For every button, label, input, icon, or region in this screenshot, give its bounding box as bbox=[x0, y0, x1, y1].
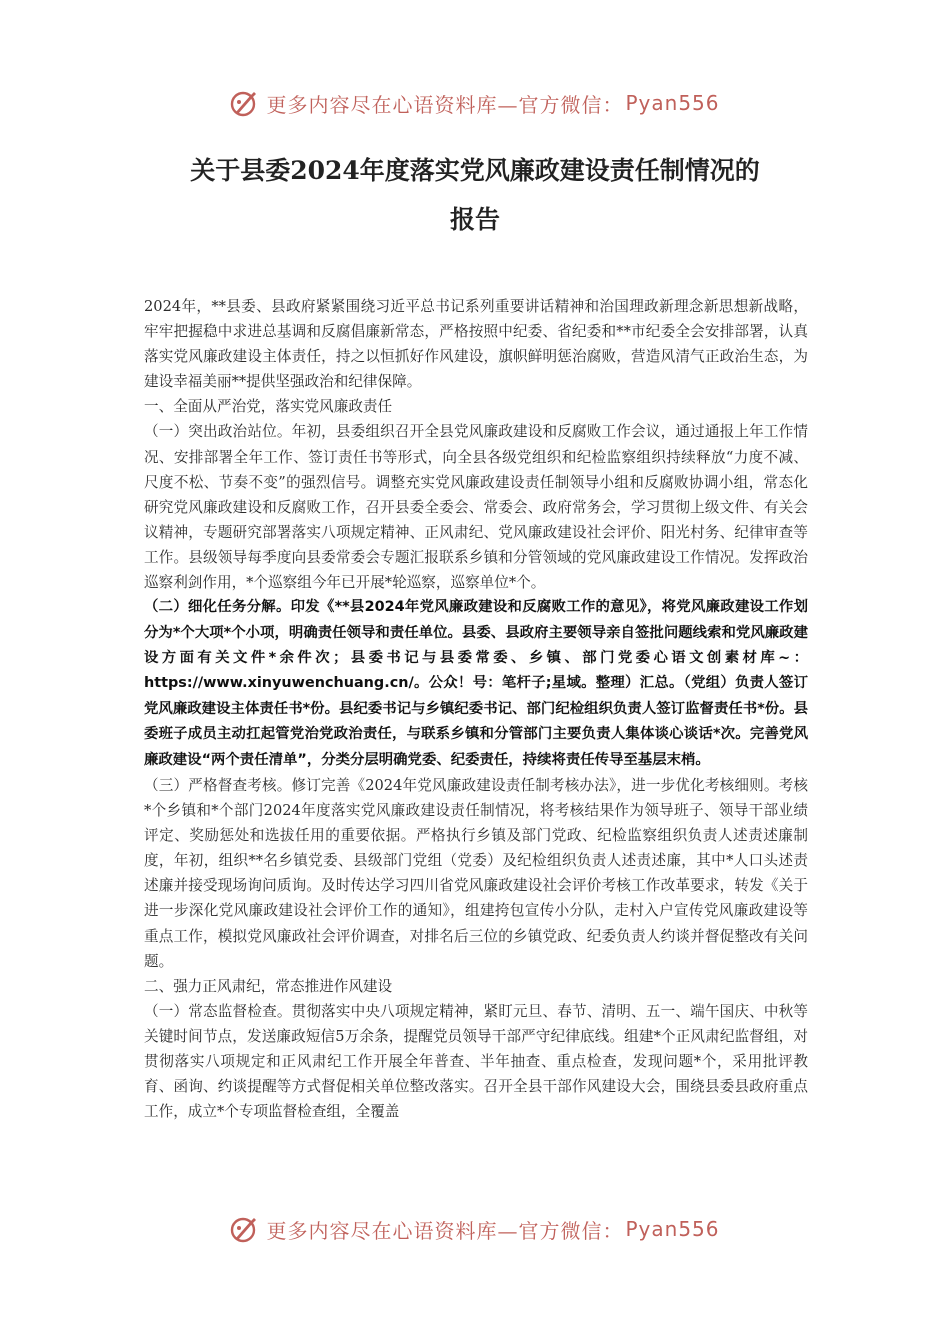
paragraph-1-2: （二）细化任务分解。印发《**县2024年党风廉政建设和反腐败工作的意见》，将党风廉政建设工作划分为*个大项*个小项，明确责任领导和责任单位。县委、县政府主要领导亲自签批问题线索和党风廉政建设方面有关文件*余件次；县委书记与县委常委、乡镇、部门党委心语文创素材库~：https://www.xinyuwenchuang.cn/。公众！号：笔杆子;星域。整理）汇总。（党组）负责人签订党风廉政建设主体责任书*份。县纪委书记与乡镇纪委书记、部门纪检组织负责人签订监督责任书*份。县委班子成员主动扛起管党治党政治责任，与联系乡镇和分管部门主要负责人集体谈心谈话*次。完善党风廉政建设“两个责任清单”，分类分层明确党委、纪委责任，持续将责任传导至基层末梢。 bbox=[144, 599, 808, 768]
title-line-1: 关于县委2024年度落实党风廉政建设责任制情况的 bbox=[190, 156, 760, 185]
banner-text: 更多内容尽在心语资料库—官方微信： bbox=[266, 1218, 624, 1243]
paragraph-1-3: （三）严格督查考核。修订完善《2024年党风廉政建设责任制考核办法》，进一步优化考核细则。考核*个乡镇和*个部门2024年度落实党风廉政建设责任制情况，将考核结果作为领导班子、领导干部业绩评定、奖励惩处和选拔任用的重要依据。严格执行乡镇及部门党政、纪检监察组织负责人述责述廉制度，年初，组织**名乡镇党委、县级部门党组（党委）及纪检组织负责人述责述廉，其中*人口头述责述廉并接受现场询问质询。及时传达学习四川省党风廉政建设社会评价考核工作改革要求，转发《关于进一步深化党风廉政建设社会评价工作的通知》，组建挎包宣传小分队，走村入户宣传党风廉政建设等重点工作，模拟党风廉政社会评价调查，对排名后三位的乡镇党政、纪委负责人约谈并督促整改有关问题。 bbox=[144, 776, 808, 970]
banner-wechat-id: Pyan556 bbox=[625, 1217, 720, 1241]
footer-banner bbox=[0, 1212, 950, 1246]
section-heading-1: 一、全面从严治党，落实党风廉政责任 bbox=[144, 398, 393, 416]
header-banner bbox=[0, 86, 950, 120]
document-body bbox=[144, 294, 808, 1124]
brush-logo-icon bbox=[230, 1214, 260, 1244]
banner-wechat-id: Pyan556 bbox=[625, 91, 720, 115]
paragraph-1-1: （一）突出政治站位。年初，县委组织召开全县党风廉政建设和反腐败工作会议，通过通报上年工作情况、安排部署全年工作、签订责任书等形式，向全县各级党组织和纪检监察组织持续释放“力度不减、尺度不松、节奏不变”的强烈信号。调整充实党风廉政建设责任制领导小组和反腐败协调小组，常态化研究党风廉政建设和反腐败工作，召开县委全委会、常委会、政府常务会，学习贯彻上级文件、有关会议精神，专题研究部署落实八项规定精神、正风肃纪、党风廉政建设社会评价、阳光村务、纪律审查等工作。县级领导每季度向县委常委会专题汇报联系乡镇和分管领域的党风廉政建设工作情况。发挥政治巡察利剑作用，*个巡察组今年已开展*轮巡察，巡察单位*个。 bbox=[144, 423, 808, 592]
document-title bbox=[130, 146, 820, 244]
brush-logo-icon bbox=[230, 88, 260, 118]
paragraph-2-1: （一）常态监督检查。贯彻落实中央八项规定精神，紧盯元旦、春节、清明、五一、端午国庆、中秋等关键时间节点，发送廉政短信5万余条，提醒党员领导干部严守纪律底线。组建*个正风肃纪监督组，对贯彻落实八项规定和正风肃纪工作开展全年普查、半年抽查、重点检查，发现问题*个，采用批评教育、函询、约谈提醒等方式督促相关单位整改落实。召开全县干部作风建设大会，围绕县委县政府重点工作，成立*个专项监督检查组，全覆盖 bbox=[144, 1002, 808, 1121]
title-line-2: 报告 bbox=[449, 205, 500, 234]
section-heading-2: 二、强力正风肃纪，常态推进作风建设 bbox=[144, 977, 393, 995]
intro-paragraph: 2024年，**县委、县政府紧紧围绕习近平总书记系列重要讲话精神和治国理政新理念新思想新战略，牢牢把握稳中求进总基调和反腐倡廉新常态，严格按照中纪委、省纪委和**市纪委全会安排部署，认真落实党风廉政建设主体责任，持之以恒抓好作风建设，旗帜鲜明惩治腐败，营造风清气正政治生态，为建设幸福美丽**提供坚强政治和纪律保障。 bbox=[144, 298, 808, 391]
banner-text: 更多内容尽在心语资料库—官方微信： bbox=[266, 92, 624, 117]
